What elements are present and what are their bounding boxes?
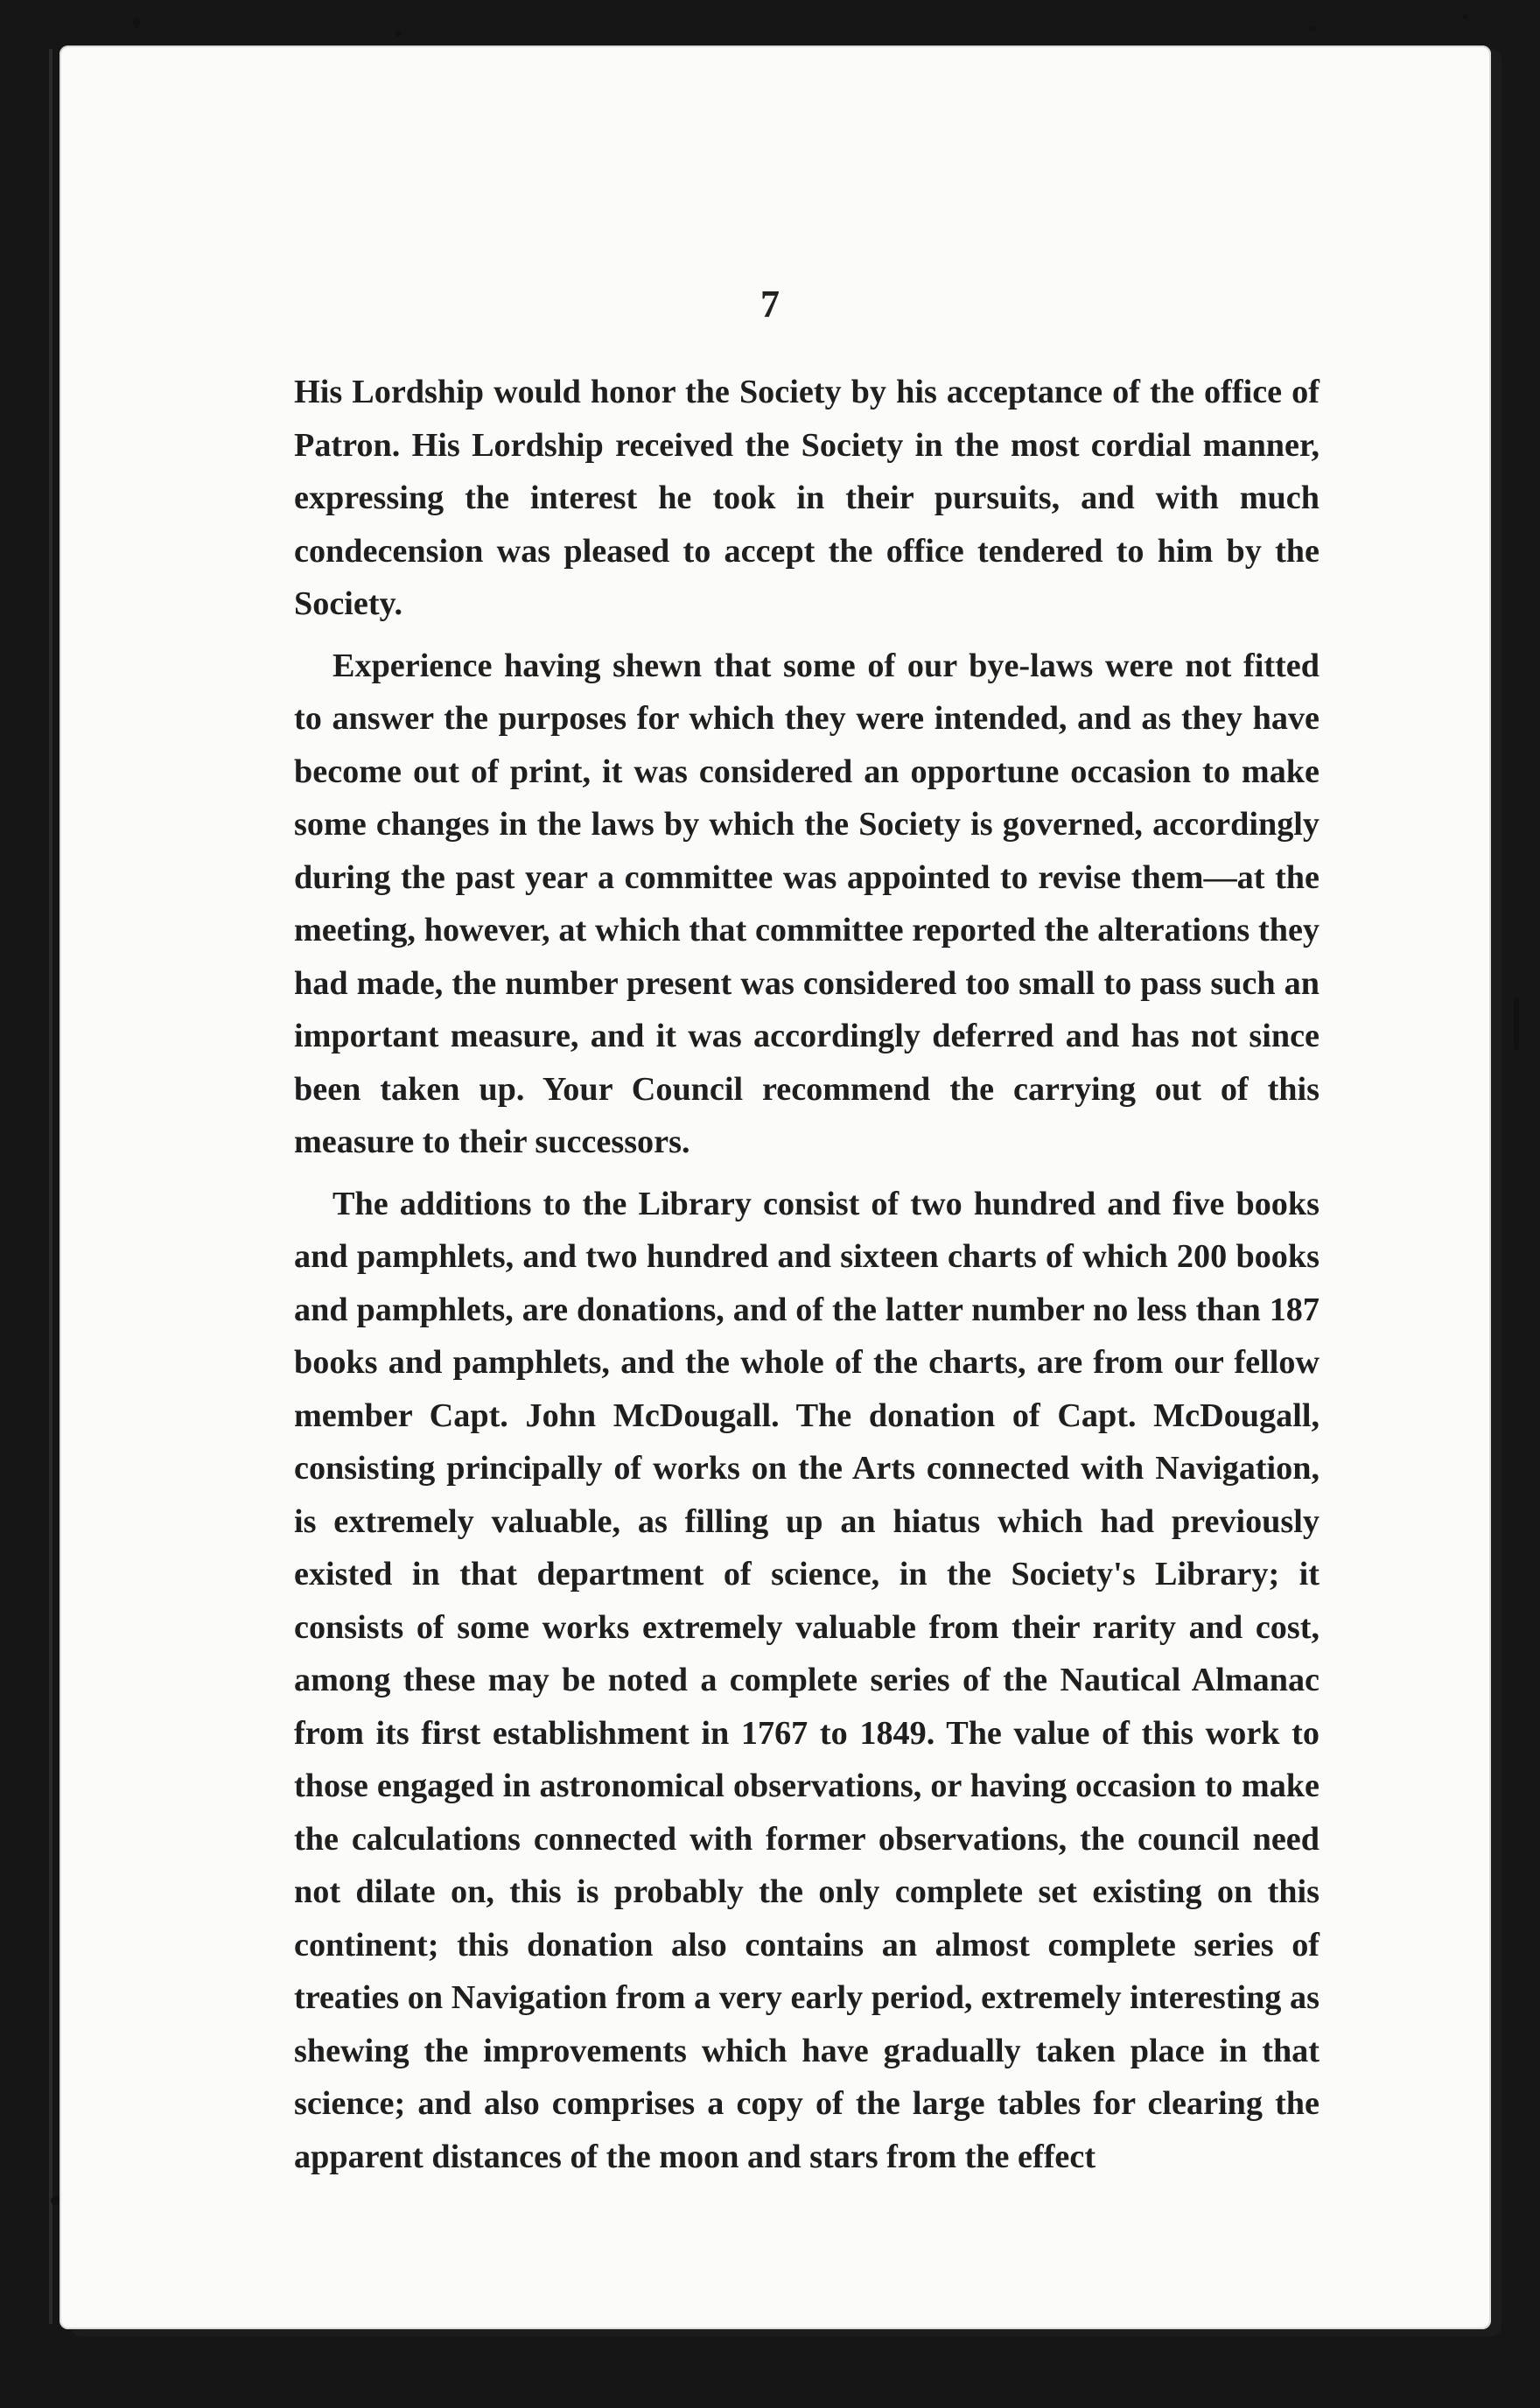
scan-speck (1514, 998, 1519, 1050)
body-text (294, 366, 1320, 2183)
binding-edge (49, 49, 52, 2324)
scan-speck (1309, 26, 1316, 32)
paragraph-3: The additions to the Library consist of two hundred and five books and pamphlets, and two hundred and sixteen charts of which 200 books and pamphlets, are donations, and of the latter number no less than 187 books and pamphlets, and the whole of the charts, are from our fellow member Capt. John McDougall. The donation of Capt. McDougall, consisting principally of works on the Arts connected with Navigation, is extremely valuable, as filling up an hiatus which had previously existed in that department of science, in the Society's Library; it consists of some works extremely valuable from their rarity and cost, among these may be noted a complete series of the Nautical Almanac from its first establishment in 1767 to 1849. The value of this work to those engaged in astronomical observations, or having occasion to make the calculations connected with former observations, the council need not dilate on, this is probably the only complete set existing on this continent; this donation also contains an almost complete series of treaties on Navigation from a very early period, extremely interesting as shewing the improvements which have gradually taken place in that science; and also comprises a copy of the large tables for clearing the apparent distances of the moon and stars from the effect (294, 1185, 1320, 2175)
paragraph-2: Experience having shewn that some of our bye-laws were not fitted to answer the purposes for which they were intended, and as they have become out of print, it was considered an opportune occasion to make some changes in the laws by which the Society is governed, accordingly during the past year a committee was appointed to revise them—at the meeting, however, at which that committee reported the alterations they had made, the number present was considered too small to pass such an important measure, and it was accordingly deferred and has not since been taken up. Your Council recommend the carrying out of this measure to their successors. (294, 647, 1320, 1160)
scan-speck (133, 18, 140, 28)
page-number: 7 (760, 283, 780, 326)
scan-speck (51, 2196, 60, 2205)
scan-speck (1463, 14, 1468, 19)
scan-speck (396, 30, 401, 37)
paragraph-1: His Lordship would honor the Society by his acceptance of the office of Patron. His Lordship received the Society in the most cordial manner, expressing the interest he took in their pursuits, and with much condecension was pleased to accept the office tendered to him by the Society. (294, 374, 1320, 622)
